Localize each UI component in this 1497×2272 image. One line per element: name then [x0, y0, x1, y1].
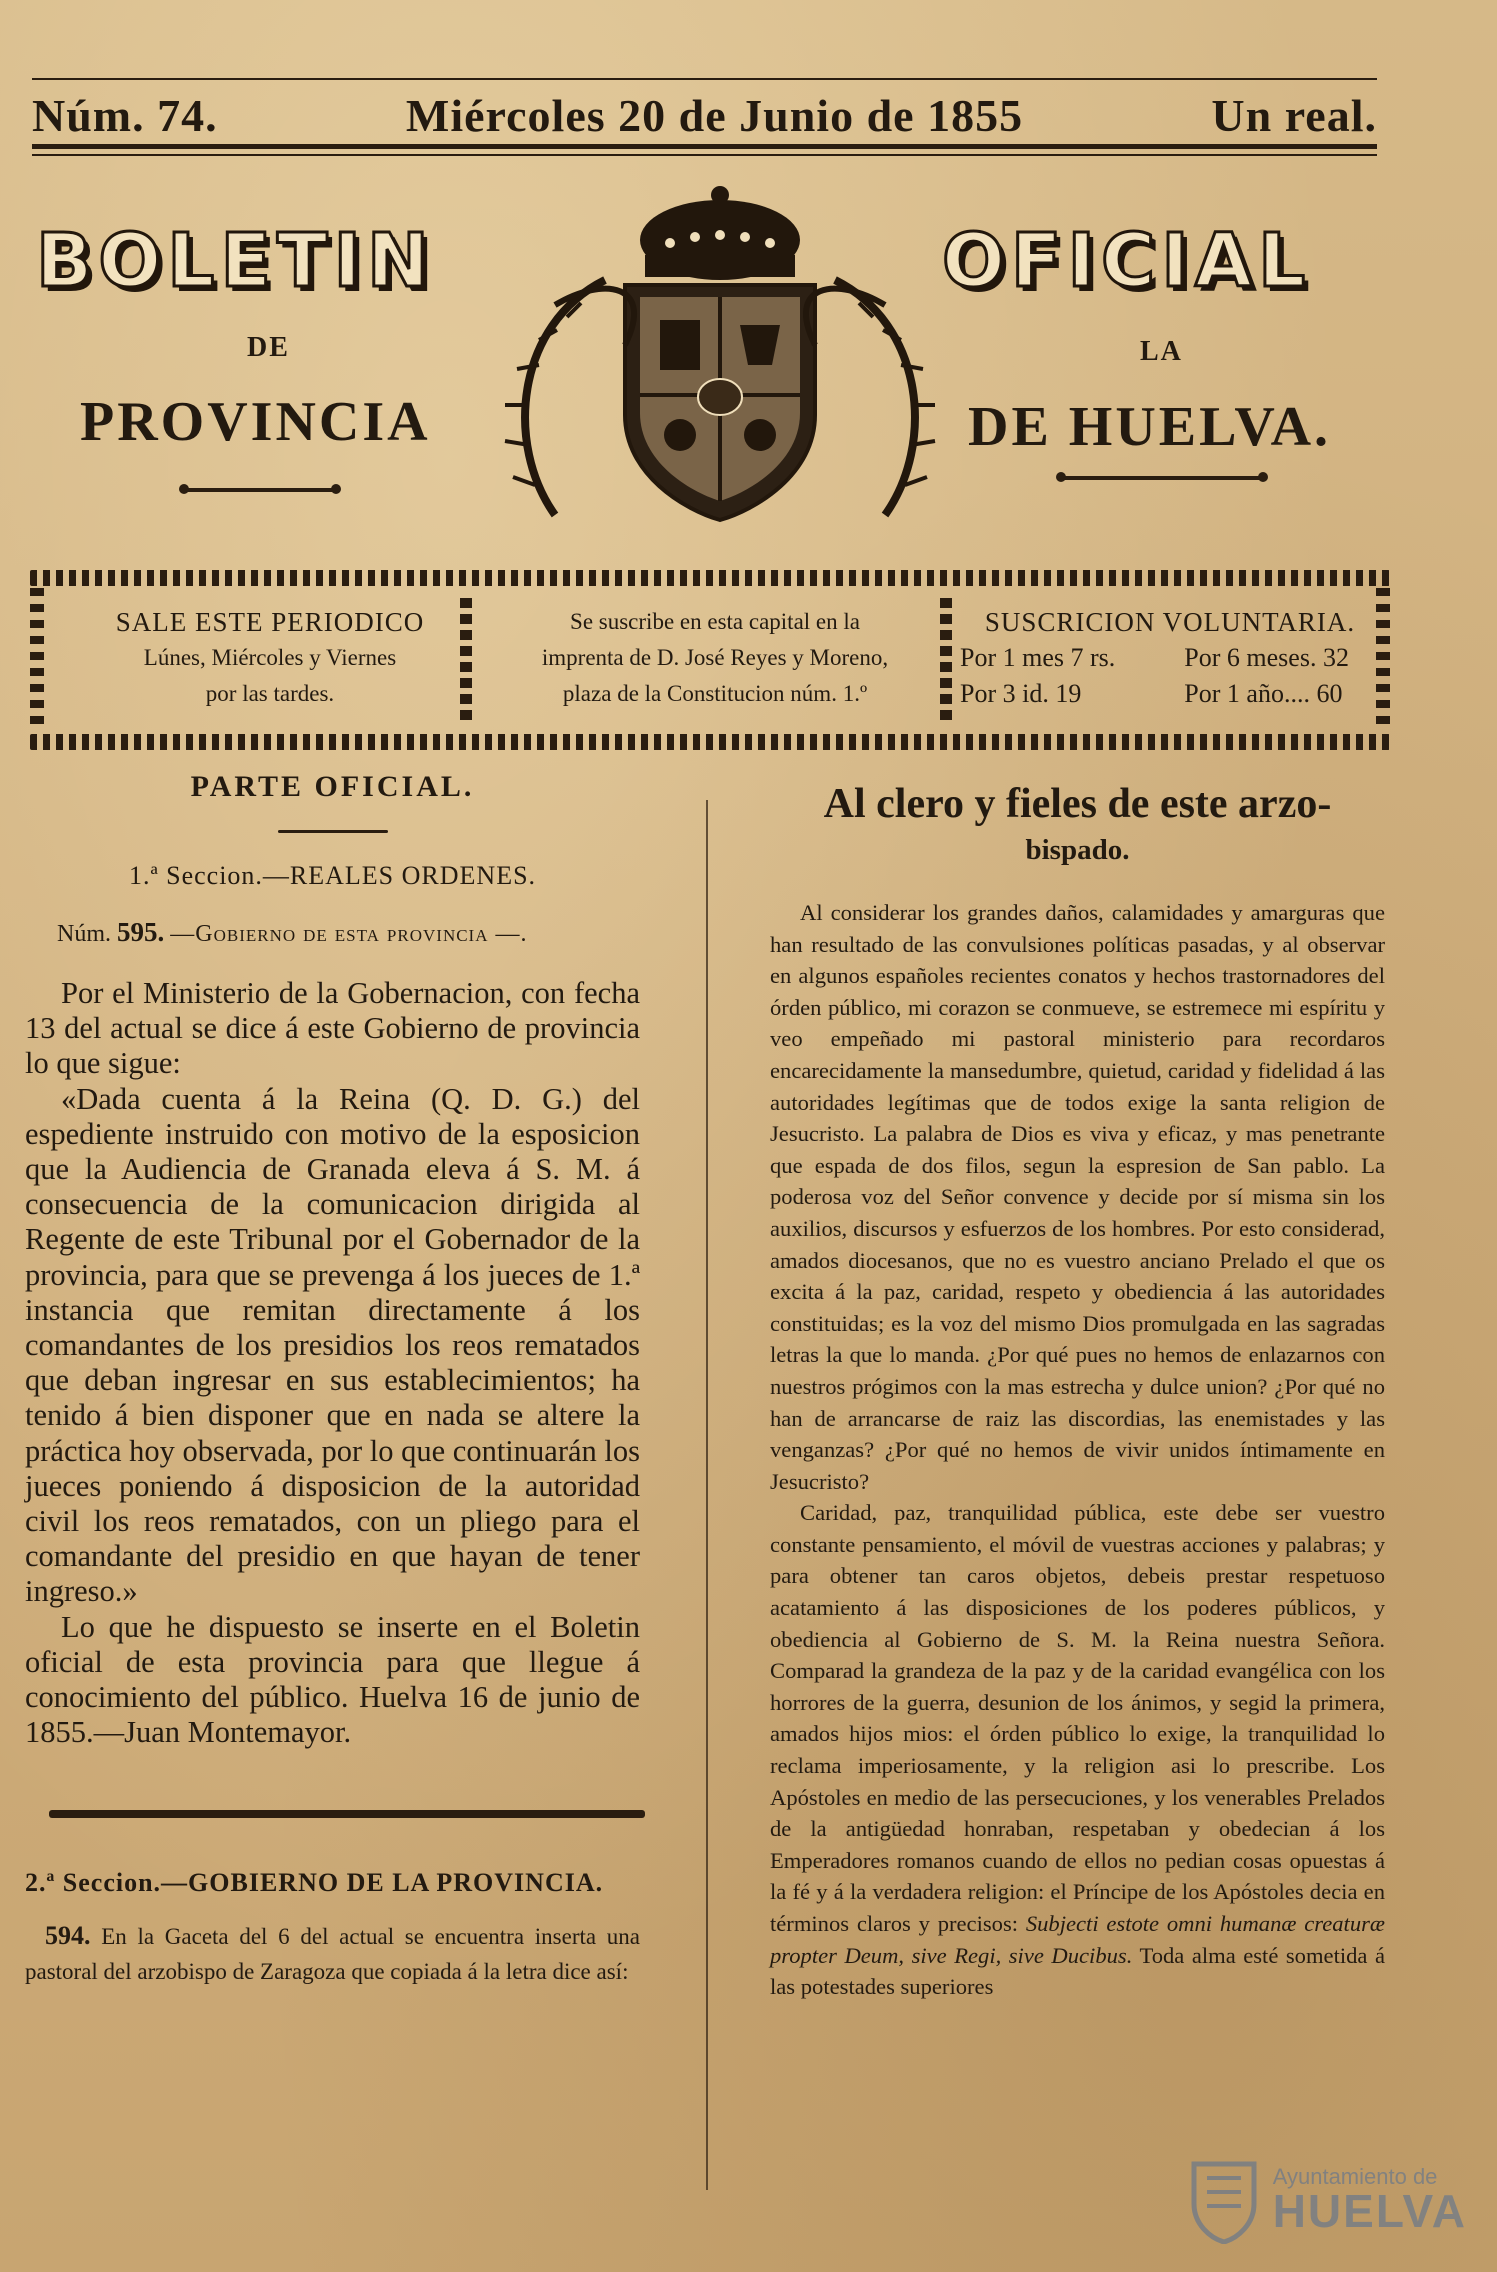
- info-subscription-place: [480, 604, 950, 712]
- decree-num-value: 595.: [117, 917, 165, 947]
- pastoral-paragraph-2: [770, 1497, 1385, 2003]
- masthead-rule-thin: [32, 154, 1377, 156]
- archive-watermark: [1189, 2156, 1467, 2244]
- right-column: [770, 770, 1385, 2003]
- subscription-infobox: [30, 570, 1390, 750]
- decree-paragraph-1: Por el Ministerio de la Gobernacion, con fecha 13 del actual se dice á este Gobierno de provincia lo que sigue:: [25, 976, 640, 1081]
- info-publication-schedule: [70, 604, 470, 712]
- title-boletin: BOLETIN: [36, 218, 435, 304]
- issue-price: Un real.: [1211, 89, 1377, 141]
- watermark-text: [1272, 2164, 1467, 2237]
- issue-date: Miércoles 20 de Junio de 1855: [405, 89, 1024, 141]
- pastoral-paragraph-2-text: Caridad, paz, tranquilidad pública, este debe ser vuestro constante pensamiento, el móvil de vuestras acciones y palabras; y para obtener tan caros objetos, debeis prestar respetuoso acatamiento á las disposiciones de los poderes públicos, y obediencia al Gobierno de S. M. la Reina nuestra Señora. Comparad la grandeza de la paz y de la caridad evangélica con los horrores de la guerra, desunion de los ánimos, y segid la primera, amados hijos mios: el órden público lo exige, la tranquilidad lo reclama imperiosamente, y la religion asi lo prescribe. Los Apóstoles en medio de las persecuciones, y los venerables Prelados de la antigüedad honraban, respetaban y obedecian á los Emperadores romanos cuando de ellos no pedian cosas opuestas á la fé y á la verdadera religion: el Príncipe de los Apóstoles decia en términos claros y precisos:: [770, 1500, 1385, 1936]
- section-separator-rule: [49, 1810, 645, 1818]
- flourish-right: [1062, 476, 1262, 480]
- decree-paragraph-3: Lo que he dispuesto se inserte en el Boletin oficial de esta provincia para que llegue á conocimiento del público. Huelva 16 de junio de 1855.—Juan Montemayor.: [25, 1609, 640, 1750]
- decree-num-rest: —Gobierno de esta provincia —.: [170, 921, 528, 947]
- flourish-left: [185, 488, 335, 492]
- info-col1-line3: por las tardes.: [205, 681, 335, 706]
- subhead-gobierno-provincia: 2.ª Seccion.—GOBIERNO DE LA PROVINCIA.: [25, 1868, 604, 1898]
- infobox-bottom-border: [30, 734, 1390, 750]
- watermark-bottom: HUELVA: [1272, 2185, 1467, 2237]
- info-divider-1: [460, 598, 472, 722]
- info-col1-line2: Lúnes, Miércoles y Viernes: [143, 645, 397, 670]
- title-de-huelva: DE HUELVA.: [968, 396, 1332, 458]
- info-divider-2: [940, 598, 952, 722]
- pastoral-paragraph-2-end: Toda alma esté sometida á las potestades superiores: [770, 1942, 1385, 2000]
- decree-number-line: [57, 917, 640, 948]
- subhead-reales-ordenes: 1.ª Seccion.—REALES ORDENES.: [128, 861, 537, 890]
- title-de: DE: [247, 332, 290, 363]
- watermark-top: Ayuntamiento de: [1272, 2164, 1438, 2189]
- decree-body: [25, 976, 640, 1750]
- title-la: LA: [1140, 336, 1183, 367]
- pastoral-body: [770, 897, 1385, 2003]
- price-1-month: Por 1 mes 7 rs.: [960, 643, 1116, 672]
- info-col3-head: SUSCRICION VOLUNTARIA.: [984, 607, 1356, 637]
- title-oficial: OFICIAL: [942, 218, 1312, 304]
- price-1-year: Por 1 año.... 60: [1184, 679, 1343, 708]
- issue-number: Núm. 74.: [32, 89, 218, 141]
- royal-crest-emblem: [495, 185, 945, 530]
- pastoral-title-line1: Al clero y fieles de este arzo-: [823, 781, 1332, 827]
- masthead-topline: [32, 80, 1377, 150]
- column-divider: [706, 800, 708, 2190]
- infobox-top-border: [30, 570, 1390, 586]
- notice-594-number: 594.: [45, 1921, 91, 1951]
- city-shield-icon: [1189, 2156, 1259, 2244]
- info-col2-line2: imprenta de D. José Reyes y Moreno,: [541, 645, 889, 670]
- price-grid: [960, 640, 1380, 712]
- pastoral-title-line2: bispado.: [1025, 834, 1130, 866]
- notice-594-text: En la Gaceta del 6 del actual se encuentra inserta una pastoral del arzobispo de Zaragoza que copiada á la letra dice así:: [25, 1924, 640, 1985]
- left-column: [25, 770, 640, 1989]
- title-provincia: PROVINCIA: [80, 391, 431, 453]
- infobox-left-ornament: [30, 588, 44, 732]
- price-3-months: Por 3 id. 19: [960, 679, 1082, 708]
- pastoral-latin-quote: Subjecti estote omni humanæ creaturæ propter Deum, sive Regi, sive Ducibus.: [770, 1911, 1385, 1968]
- masthead-rule-thick: [32, 144, 1377, 149]
- info-subscription-prices: [960, 604, 1380, 712]
- section-title-parte-oficial: PARTE OFICIAL.: [190, 770, 475, 803]
- price-6-months: Por 6 meses. 32: [1184, 643, 1349, 672]
- info-col2-line1: Se suscribe en esta capital en la: [570, 609, 860, 634]
- notice-594: [25, 1918, 640, 1989]
- info-col1-head: SALE ESTE PERIODICO: [115, 607, 425, 637]
- decree-paragraph-2: «Dada cuenta á la Reina (Q. D. G.) del espediente instruido con motivo de la esposicion que la Audiencia de Granada eleva á S. M. á consecuencia de la comunicacion dirigida al Regente de este Tribunal por el Gobernador de la provincia, para que se prevenga á los jueces de 1.ª instancia que remitan directamente á los comandantes de los presidios los reos rematados que deban ingresar en sus establecimientos; ha tenido á bien disponer que en nada se altere la práctica hoy observada, por lo que continuarán los jueces poniendo á disposicion de la autoridad civil los reos rematados, con un pliego para el comandante del presidio en que hayan de tener ingreso.»: [25, 1081, 640, 1609]
- info-col2-line3: plaza de la Constitucion núm. 1.º: [562, 681, 868, 706]
- section-short-rule: [278, 830, 388, 833]
- pastoral-paragraph-1: Al considerar los grandes daños, calamidades y amarguras que han resultado de las convulsiones políticas pasadas, y al observar en algunos españoles recientes conatos y hechos trastornadores del órden público, mi corazon se conmueve, se estremece mi espíritu y veo empeñado mi pastoral ministerio para recordaros encarecidamente la mansedumbre, quietud, caridad y fidelidad á las autoridades legítimas que de todos exige la santa religion de Jesucristo. La palabra de Dios es viva y eficaz, y mas penetrante que espada de dos filos, segun la espresion de San pablo. La poderosa voz del Señor convence y decide por sí misma sin los auxilios, discursos y esfuerzos de los hombres. Por esto considerad, amados diocesanos, que no es vuestro anciano Prelado el que os excita á la paz, caridad, respeto y obediencia á las autoridades constituidas; es la voz del mismo Dios promulgada en las sagradas letras la que lo manda. ¿Por qué pues no hemos de enlazarnos con nuestros prógimos con la mas estrecha y dulce union? ¿Por qué no han de arrancarse de raiz las discordias, las enemistades y las venganzas? ¿Por qué no hemos de vivir unidos íntimamente en Jesucristo?: [770, 900, 1385, 1494]
- decree-num-label: Núm.: [57, 921, 111, 947]
